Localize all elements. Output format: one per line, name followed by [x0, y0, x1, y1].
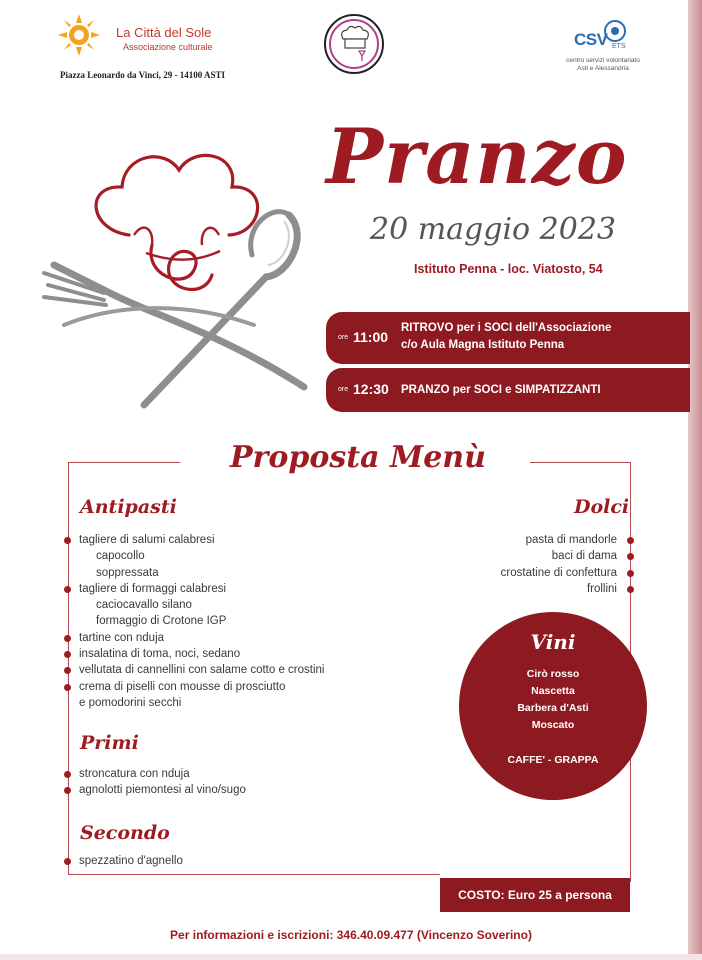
csv-subtitle-line2: Asti e Alessandria [577, 65, 629, 72]
list-item: baci di dama [430, 548, 630, 564]
menu-frame-bottom [68, 874, 440, 875]
association-address: Piazza Leonardo da Vinci, 29 - 14100 ASTI [60, 70, 226, 80]
list-item: insalatina di toma, noci, sedano [68, 646, 324, 662]
chef-emblem-icon [323, 13, 385, 75]
wine-item: Barbera d'Asti [517, 702, 589, 714]
list-item: capocollo [96, 550, 145, 563]
list-item: formaggio di Crotone IGP [96, 615, 227, 628]
sun-logo-icon [58, 14, 100, 56]
primi-list [68, 766, 246, 799]
list-item: pasta di mandorle [430, 532, 630, 548]
list-item: agnolotti piemontesi al vino/sugo [68, 782, 246, 798]
right-edge-strip [688, 0, 702, 960]
schedule-time: 11:00 [353, 329, 389, 345]
list-item: stroncatura con nduja [68, 766, 246, 782]
schedule-line1: RITROVO per i SOCI dell'Associazione [401, 322, 612, 334]
menu-frame-top-right [530, 462, 630, 463]
association-name: La Città del Sole [116, 25, 212, 40]
csv-ets-label: ETS [612, 43, 626, 50]
contact-info: Per informazioni e iscrizioni: 346.40.09.477 (Vincenzo Soverino) [170, 928, 532, 942]
antipasti-heading: Antipasti [80, 496, 177, 518]
menu-title: Proposta Menù [230, 440, 486, 475]
list-item: spezzatino d'agnello [68, 853, 183, 869]
list-item: caciocavallo silano [96, 599, 192, 612]
wine-item: Moscato [531, 719, 575, 731]
list-item: frollini [430, 581, 630, 597]
list-item: crema di piselli con mousse di prosciutto [68, 679, 324, 695]
wine-item: Cirò rosso [526, 668, 580, 680]
vini-extra: CAFFE' - GRAPPA [507, 754, 599, 766]
antipasti-list [68, 532, 324, 711]
event-venue: Istituto Penna - loc. Viatosto, 54 [414, 262, 603, 276]
list-item: tagliere di salumi calabresi [68, 532, 324, 548]
list-item: tagliere di formaggi calabresi [68, 581, 324, 597]
schedule-prefix: ore [338, 386, 349, 393]
secondo-list [68, 853, 183, 869]
schedule-text [401, 320, 611, 354]
dolci-heading: Dolci [574, 496, 630, 518]
vini-heading: Vini [530, 630, 576, 654]
csv-subtitle-line1: centro servizi volontariato [566, 57, 640, 64]
schedule-band-meeting [326, 312, 690, 364]
event-title: Pranzo [326, 112, 628, 201]
vini-circle [459, 612, 647, 800]
list-item: e pomodorini secchi [79, 696, 182, 709]
association-subtitle: Associazione culturale [123, 42, 213, 52]
chef-hat-cutlery-illustration [34, 125, 324, 415]
list-item: crostatine di confettura [430, 565, 630, 581]
cost-banner: COSTO: Euro 25 a persona [440, 878, 630, 912]
csv-logo-text: CSV [574, 30, 608, 49]
list-item: vellutata di cannellini con salame cotto e crostini [68, 662, 324, 678]
list-item: soppressata [96, 566, 159, 579]
csv-badge-icon [603, 19, 627, 43]
event-date: 20 maggio 2023 [370, 212, 616, 247]
bottom-edge-strip [0, 954, 702, 960]
wine-item: Nascetta [531, 685, 575, 697]
schedule-text [401, 382, 601, 399]
schedule-band-lunch [326, 368, 690, 412]
menu-frame-top-left [68, 462, 180, 463]
schedule-line2: c/o Aula Magna Istituto Penna [401, 339, 565, 351]
schedule-time: 12:30 [353, 381, 389, 397]
list-item: tartine con nduja [68, 630, 324, 646]
schedule-line1: PRANZO per SOCI e SIMPATIZZANTI [401, 384, 601, 396]
schedule-prefix: ore [338, 334, 349, 341]
primi-heading: Primi [80, 732, 139, 754]
secondo-heading: Secondo [80, 822, 170, 844]
dolci-list [430, 532, 630, 597]
